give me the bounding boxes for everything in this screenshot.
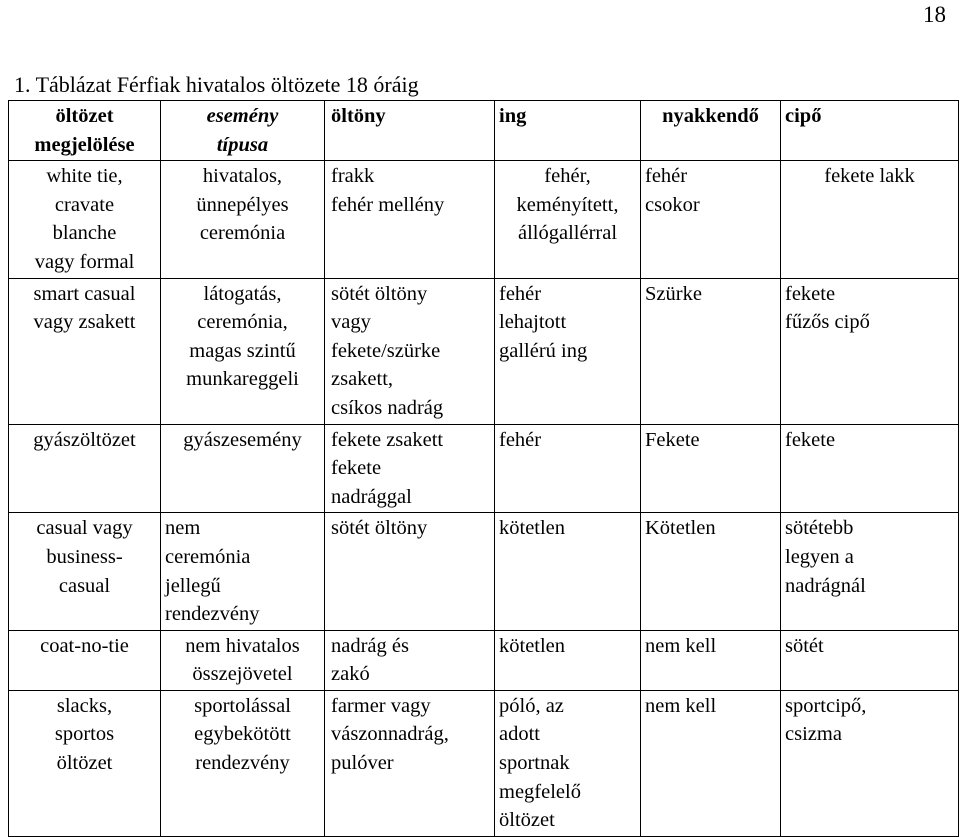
header-shoes: cipő	[781, 101, 959, 161]
cell-shoes: fekete lakk	[781, 161, 959, 278]
table-row	[9, 424, 959, 513]
table-row	[9, 513, 959, 630]
cell-shirt: póló, az adott sportnak megfelelő öltözet	[495, 690, 641, 836]
cell-tie: Kötetlen	[641, 513, 781, 630]
cell-event: gyászesemény	[161, 424, 325, 513]
cell-suit: frakk fehér mellény	[325, 161, 495, 278]
cell-tie: Szürke	[641, 278, 781, 424]
table-header-row	[9, 101, 959, 161]
cell-shoes: sportcipő, csizma	[781, 690, 959, 836]
cell-event: látogatás, ceremónia, magas szintű munkareggeli	[161, 278, 325, 424]
table-row	[9, 630, 959, 690]
header-suit: öltöny	[325, 101, 495, 161]
dress-code-table	[8, 100, 959, 837]
cell-suit: fekete zsakett fekete nadrággal	[325, 424, 495, 513]
cell-shirt: fehér lehajtott gallérú ing	[495, 278, 641, 424]
cell-shirt: kötetlen	[495, 630, 641, 690]
cell-event: nem ceremónia jellegű rendezvény	[161, 513, 325, 630]
cell-tie: fehér csokor	[641, 161, 781, 278]
cell-suit: farmer vagy vászonnadrág, pulóver	[325, 690, 495, 836]
cell-attire: slacks, sportos öltözet	[9, 690, 161, 836]
cell-shoes: sötétebb legyen a nadrágnál	[781, 513, 959, 630]
cell-shirt: kötetlen	[495, 513, 641, 630]
cell-suit: sötét öltöny vagy fekete/szürke zsakett, csíkos nadrág	[325, 278, 495, 424]
header-attire-name: öltözet megjelölése	[9, 101, 161, 161]
page-number: 18	[923, 2, 946, 27]
cell-tie: Fekete	[641, 424, 781, 513]
cell-shoes: fekete fűzős cipő	[781, 278, 959, 424]
table-caption: 1. Táblázat Férfiak hivatalos öltözete 18 óráig	[14, 72, 419, 97]
header-shirt: ing	[495, 101, 641, 161]
header-tie: nyakkendő	[641, 101, 781, 161]
cell-suit: nadrág és zakó	[325, 630, 495, 690]
cell-attire: coat-no-tie	[9, 630, 161, 690]
cell-shoes: sötét	[781, 630, 959, 690]
cell-event: hivatalos, ünnepélyes ceremónia	[161, 161, 325, 278]
table-row	[9, 278, 959, 424]
table-row	[9, 161, 959, 278]
cell-event: nem hivatalos összejövetel	[161, 630, 325, 690]
cell-shirt: fehér, keményített, állógallérral	[495, 161, 641, 278]
cell-event: sportolással egybekötött rendezvény	[161, 690, 325, 836]
cell-attire: smart casual vagy zsakett	[9, 278, 161, 424]
table-row	[9, 690, 959, 836]
cell-attire: casual vagy business- casual	[9, 513, 161, 630]
cell-suit: sötét öltöny	[325, 513, 495, 630]
cell-shirt: fehér	[495, 424, 641, 513]
cell-attire: gyászöltözet	[9, 424, 161, 513]
cell-shoes: fekete	[781, 424, 959, 513]
cell-tie: nem kell	[641, 630, 781, 690]
header-event-type: esemény típusa	[161, 101, 325, 161]
cell-attire: white tie, cravate blanche vagy formal	[9, 161, 161, 278]
cell-tie: nem kell	[641, 690, 781, 836]
